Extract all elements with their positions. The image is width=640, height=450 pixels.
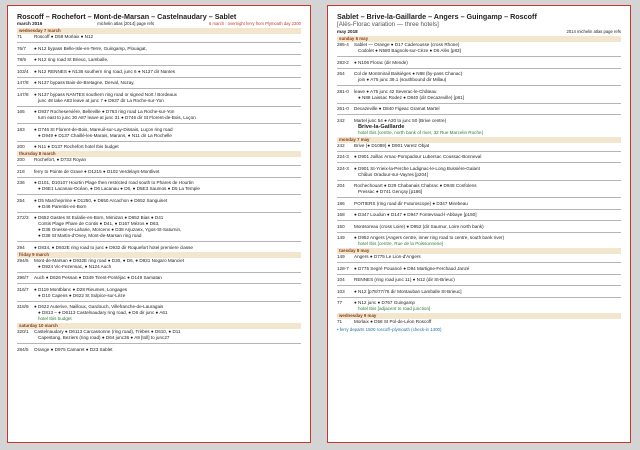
- route-row: [17, 157, 301, 163]
- separator-line: [17, 54, 301, 55]
- distance-ref: 71: [337, 319, 343, 324]
- distance-ref: [17, 233, 34, 239]
- separator-line: [17, 42, 301, 43]
- distance-ref: 200: [17, 144, 25, 149]
- page-title: Roscoff – Rochefort – Mont-de-Marsan – Castelnaudary – Sablet: [17, 12, 237, 21]
- route-text: ● D5 Marcheprime ● D1250, ● D650 Arcachon ● D652 Sanguinet: [34, 197, 168, 203]
- distance-ref: 242: [337, 117, 345, 123]
- route-text: hotel Ibis [adjacent to road junction]: [358, 306, 431, 311]
- distance-ref: 242: [337, 142, 345, 148]
- distance-ref: 103/4: [17, 68, 29, 74]
- distance-ref: 272/3: [17, 215, 29, 220]
- route-text: ● D775 Segré Pouancé ● D94 Martigne-Ferchaud Janzé: [354, 265, 470, 271]
- route-row: [337, 277, 621, 283]
- separator-line: [337, 262, 621, 263]
- route-text: ● D6E1 Lacanau-Océan, ● D6 Lacanau ● D6, ● D5E3 Saumos ● D5 La Temple: [38, 186, 200, 191]
- hotel-row: [337, 306, 621, 312]
- route-text: ● D347 Loudun ● D147 ● D947 Fontevraud-l-Abbaye [p150]: [354, 212, 477, 217]
- distance-ref: [337, 241, 354, 247]
- route-text: hotel Ibis [centre, north bank of river, 32 Rue Marcelin Roche]: [358, 129, 483, 135]
- day-heading: saturday 10 march: [17, 323, 301, 329]
- separator-line: [337, 85, 621, 86]
- distance-ref: 183: [17, 126, 25, 132]
- meta-atlas: michelin atlas [2014] page refs: [97, 21, 155, 26]
- route-text: Codolet ● N580 Bagnols-sur-Cèze ● D6 Alès [p83]: [358, 48, 461, 53]
- route-text: ● D652 Gastes St Eulalie-en-Born, Mimizan ● D652 Bias ● D41: [34, 215, 164, 220]
- route-text: ● D952 Angers (Angers centre, inner ring road to centre, south bank river): [354, 235, 505, 240]
- distance-ref: 261-0: [337, 106, 349, 111]
- day-heading: friday 9 march: [17, 252, 301, 258]
- distance-ref: 128-7: [337, 265, 349, 271]
- distance-ref: [17, 204, 34, 210]
- route-text: ● D622 Auterive, Nailloux, Gardouch, Villefranche-de-Lauragais: [34, 304, 164, 309]
- distance-ref: 77: [337, 300, 343, 305]
- distance-ref: 149: [337, 254, 345, 259]
- route-text: ● N12 bypass Belle-Isle-en-Terre, Guingamp, Plouagat,: [34, 45, 147, 51]
- distance-ref: 254: [17, 197, 25, 203]
- separator-line: [17, 88, 301, 89]
- distance-ref: 104: [337, 277, 345, 282]
- route-row: [337, 224, 621, 230]
- route-text: join ● A75 junc 39.1 (southbound dir Millau): [358, 77, 447, 82]
- distance-ref: 294/5: [17, 257, 29, 263]
- distance-ref: 284/5: [17, 346, 29, 352]
- route-row: [17, 186, 301, 192]
- distance-ref: 320/1: [17, 329, 29, 334]
- distance-ref: 318/9: [17, 304, 29, 309]
- separator-line: [337, 180, 621, 181]
- distance-ref: 76/7: [17, 45, 26, 51]
- route-row: [337, 212, 621, 218]
- route-row: [337, 48, 621, 54]
- itinerary-days: [337, 36, 621, 325]
- distance-ref: 149: [337, 235, 345, 240]
- route-row: [337, 289, 621, 295]
- meta-date: may 2018: [337, 29, 358, 34]
- distance-ref: [17, 264, 34, 270]
- distance-ref: 165: [17, 109, 25, 114]
- meta-atlas: 2014 michelin atlas page refs: [566, 29, 621, 34]
- route-row: [17, 115, 301, 121]
- route-row: [337, 60, 621, 66]
- distance-ref: 147/8: [17, 80, 29, 85]
- route-text: ● D119 Montblanc ● D28 Rieumes, Longages: [34, 286, 128, 292]
- day-heading: sunday 6 may: [337, 36, 621, 42]
- route-text: Contis Plage Phare de Contis ● D41, ● D167 Mézos ● D63,: [38, 221, 160, 226]
- route-row: [337, 319, 621, 325]
- separator-line: [17, 272, 301, 273]
- route-text: RENNES (ring road junc 11) ● N12 (dir St-Brieuc): [354, 277, 455, 282]
- separator-line: [17, 65, 301, 66]
- route-text: ● D101, D10107 Hourtin Plage then restricted road south to Phares de Hourtin: [34, 180, 194, 185]
- distance-ref: 147/8: [17, 91, 29, 97]
- distance-ref: 168: [337, 212, 345, 217]
- separator-line: [337, 103, 621, 104]
- separator-line: [17, 106, 301, 107]
- distance-ref: 296/7: [17, 275, 29, 280]
- route-row: [337, 201, 621, 207]
- route-text: ● D937 Rocheservière, Belleville ● D763 ring road La Roche-sur-Yon: [34, 109, 175, 114]
- distance-ref: [17, 115, 34, 121]
- route-row: [17, 245, 301, 251]
- distance-ref: [17, 316, 34, 322]
- route-row: [17, 275, 301, 281]
- separator-line: [17, 241, 301, 242]
- route-text: Angers ● D775 Le Lion-d'Angers: [354, 254, 421, 259]
- route-row: [17, 169, 301, 175]
- separator-line: [337, 274, 621, 275]
- hotel-row: [337, 130, 621, 136]
- route-text: Mont-de-Marsan ● D932E ring road ● D30, ● D6, ● D931 Nogaro Manciet: [34, 257, 184, 263]
- distance-ref: 71: [17, 34, 23, 39]
- route-text: ● N12 junc ● D767 Guingamp: [354, 300, 415, 305]
- route-text: ● N106 Florac (dir Mende): [354, 59, 408, 65]
- distance-ref: [337, 48, 354, 54]
- distance-ref: 78/9: [17, 57, 26, 62]
- route-row: [337, 189, 621, 195]
- distance-ref: 204: [337, 183, 345, 188]
- route-row: [17, 133, 301, 139]
- separator-line: [337, 68, 621, 69]
- distance-ref: 294: [17, 244, 25, 250]
- distance-ref: 283-2: [337, 59, 349, 65]
- route-text: Sablet — Orange ● D17 Caderousse (cross Rhone): [354, 42, 460, 47]
- separator-line: [337, 297, 621, 298]
- route-text: ● D834, ● D932E ring road to junc ● D932 dir Roquefort hotel premiere classe: [34, 244, 193, 250]
- route-row: [17, 293, 301, 299]
- separator-line: [337, 209, 621, 210]
- separator-line: [17, 343, 301, 344]
- distance-ref: 236: [17, 180, 25, 185]
- route-text: ● D924 Vic-Fezensac, ● N124 Auch: [38, 263, 112, 269]
- distance-ref: 186: [337, 200, 345, 206]
- separator-line: [17, 194, 301, 195]
- route-text: hotel Ibis budget: [38, 316, 72, 321]
- distance-ref: 281-0: [337, 88, 349, 94]
- distance-ref: 224-3: [337, 154, 349, 159]
- left-itinerary-page: [7, 5, 311, 443]
- separator-line: [17, 212, 301, 213]
- route-row: [337, 143, 621, 149]
- route-text: Orange ● D975 Camaret ● D23 Sablet: [34, 346, 113, 352]
- route-row: [337, 77, 621, 83]
- separator-line: [17, 141, 301, 142]
- distance-ref: [17, 293, 34, 299]
- route-text: Castelnaudary ● D6113 Carcassonne (ring road), Trèbes ● D610, ● D11: [34, 329, 181, 334]
- distance-ref: 200: [17, 157, 25, 162]
- route-text: leave ● A75 junc 42 Severac-le-Château: [354, 88, 437, 94]
- route-text: Col de Montmirail Balsièges ● N88 (by-pass Chanac): [354, 71, 463, 76]
- route-text: Châlus Oradour-sur-Vayres [p204]: [358, 171, 428, 177]
- meta-date: march 2016: [17, 21, 43, 26]
- day-heading: thursday 8 march: [17, 151, 301, 157]
- page-variant: [Alès-Florac variation — three hotels]: [337, 21, 439, 28]
- separator-line: [337, 114, 621, 115]
- hotel-row: [17, 316, 301, 322]
- distance-ref: 316/7: [17, 286, 29, 292]
- route-row: [17, 34, 301, 40]
- distance-ref: [337, 189, 354, 195]
- route-text: ● N137 bypass NANTES southern ring road or signed Nort / Bordeaux: [34, 91, 177, 97]
- route-row: [337, 106, 621, 112]
- itinerary-days: [17, 28, 301, 353]
- route-text: junc 48 take A83 leave at junc 7 ● D937 dir La Roche-sur-Yon: [38, 97, 164, 103]
- separator-line: [17, 301, 301, 302]
- route-text: ● N12 [p78/77/76 dir Montauban Lamballe St-Brieuc]: [354, 288, 462, 294]
- separator-line: [17, 77, 301, 78]
- route-row: [337, 172, 621, 178]
- route-row: [17, 57, 301, 63]
- route-row: [337, 254, 621, 260]
- route-text: Decazeville ● D840 Figeac Gramat Martel: [354, 106, 440, 111]
- route-text: ● D949 ● D137 Chaillé-les-Marais, Marans, ● N11 dir La Rochelle: [38, 132, 172, 138]
- day-heading: wednesday 9 may: [337, 313, 621, 319]
- route-text: ● D746 St Florent-de-Bois, Mareuil-sur-Lay-Dissais, Luçon ring road: [34, 126, 173, 132]
- distance-ref: 103: [337, 288, 345, 294]
- distance-ref: 224-3: [337, 165, 349, 171]
- route-text: ● N12 RENNES ● N136 southern ring road, junc 6 ● N137 dir Nantes: [34, 68, 176, 74]
- route-row: [17, 204, 301, 210]
- route-text: ● D813 – ● D6113 Castelnaudary ring road, ● D6 dir junc ● A61: [38, 310, 168, 315]
- hotel-row: [337, 241, 621, 247]
- route-text: ● N11 ● D137 Rochefort hotel Ibis budget: [34, 144, 119, 149]
- page-meta: [337, 29, 621, 35]
- distance-ref: [337, 306, 354, 312]
- separator-line: [17, 177, 301, 178]
- distance-ref: [17, 186, 34, 192]
- route-text: ● D901 Juillac Arnac-Pompadour Lubersac Coussac-Bonneval: [354, 154, 482, 159]
- distance-ref: [337, 130, 354, 136]
- separator-line: [337, 151, 621, 152]
- page-meta: [17, 21, 301, 27]
- route-text: Pressac ● D741 Gençay [p186]: [358, 189, 423, 194]
- page-title: Sablet – Brive-la-Gaillarde – Angers – Guingamp – Roscoff: [337, 12, 537, 21]
- separator-line: [17, 165, 301, 166]
- distance-ref: 264: [337, 71, 345, 76]
- route-text: ● D10 Capens ● D622 St Sulpice-sur-Lèze: [38, 292, 126, 298]
- route-text: ● D46 Parentis-en-Born: [38, 203, 87, 209]
- route-row: [17, 347, 301, 353]
- separator-line: [337, 197, 621, 198]
- route-text: POITIERS (ring road dir Futuroscope) ● D347 Mirebeau: [354, 200, 468, 206]
- day-heading: tuesday 8 may: [337, 248, 621, 254]
- route-text: ● D38 Onesse-et-Laharie, Morcenx ● D38 Arjuzanx, Ygos-St-Saturnin,: [38, 227, 182, 232]
- route-text: Roscoff ● D58 Morlaix ● N12: [34, 34, 94, 39]
- distance-ref: [337, 172, 354, 178]
- route-text: Rochechouart ● D29 Chabanais Chabrac ● D948 Confolens: [354, 183, 477, 188]
- route-text: Montsoreau (cross Loire) ● D952 (dir Saumur, Loire north bank): [354, 223, 484, 229]
- route-row: [337, 95, 621, 101]
- route-row: [17, 233, 301, 239]
- day-heading: monday 7 may: [337, 137, 621, 143]
- route-text: ferry to Pointe de Grave ● D1215 ● D102 Verdelays-Montlivet: [34, 168, 160, 174]
- route-text: ● N137 bypass Bain-de-Bretagne, Derval, Nozay,: [34, 80, 135, 85]
- meta-ferry: 6 march : overnight ferry from Plymouth day 2200: [209, 21, 301, 26]
- route-text: Capestang, Beziers (ring road) ● D64 junc36 ● A9 [toll] to junc27: [38, 335, 170, 340]
- route-row: [17, 264, 301, 270]
- right-itinerary-page: [327, 5, 631, 443]
- route-text: turn east to junc 30 A87 leave at junc 31 ● D746 dir St Florent-de-Bois, Luçon: [38, 115, 196, 120]
- route-text: ● N12 ring road St Brieuc, Lamballe,: [34, 57, 109, 62]
- distance-ref: [337, 77, 354, 83]
- route-row: [17, 69, 301, 75]
- route-row: [337, 266, 621, 272]
- distance-ref: [17, 133, 34, 139]
- route-text: hotel Ibis [centre, Rue de la Poissonnerie]: [358, 241, 444, 246]
- distance-ref: 218: [17, 168, 25, 174]
- route-row: [337, 154, 621, 160]
- separator-line: [337, 232, 621, 233]
- route-text: Morlaix ● D58 St Pol-de-Léon Roscoff: [354, 319, 432, 324]
- route-text: Brive (● D1089) ● D901 Varetz Objat: [354, 142, 430, 148]
- separator-line: [337, 162, 621, 163]
- separator-line: [337, 56, 621, 57]
- distance-ref: 285-4: [337, 42, 349, 47]
- separator-line: [337, 285, 621, 286]
- route-row: [17, 335, 301, 341]
- route-row: [17, 98, 301, 104]
- route-text: ● D901 St-Yrieix-la-Perche Ladignac-le-Long Bussière-Galant: [354, 165, 480, 171]
- route-text: ● N88 Laissac Rodez ● D840 (dir Decazeville) [p81]: [358, 94, 464, 100]
- separator-line: [337, 220, 621, 221]
- distance-ref: [17, 335, 34, 341]
- separator-line: [17, 283, 301, 284]
- route-row: [17, 46, 301, 52]
- route-row: [17, 80, 301, 86]
- route-text: Martel junc 54 ● A20 to junc 50 (Brive centre): [354, 117, 447, 123]
- ferry-note: • ferry departs 1500 roscoff–plymouth (check-in 1400): [337, 327, 442, 332]
- separator-line: [17, 123, 301, 124]
- distance-ref: [337, 95, 354, 101]
- day-heading: wednesday 7 march: [17, 28, 301, 34]
- route-text: Rochefort, ● D733 Royan: [34, 157, 87, 162]
- route-text: ● D38 St Martin-d'Oney, Mont-de-Marsan ring road: [38, 233, 142, 238]
- distance-ref: 150: [337, 223, 345, 229]
- distance-ref: [17, 98, 34, 104]
- route-row: [17, 144, 301, 150]
- route-text: Auch ● D626 Pessan ● D349 Tirent-Pontéjac ● D149 Samatan: [34, 275, 162, 280]
- route-text: Brive-la-Gaillarde: [358, 123, 405, 130]
